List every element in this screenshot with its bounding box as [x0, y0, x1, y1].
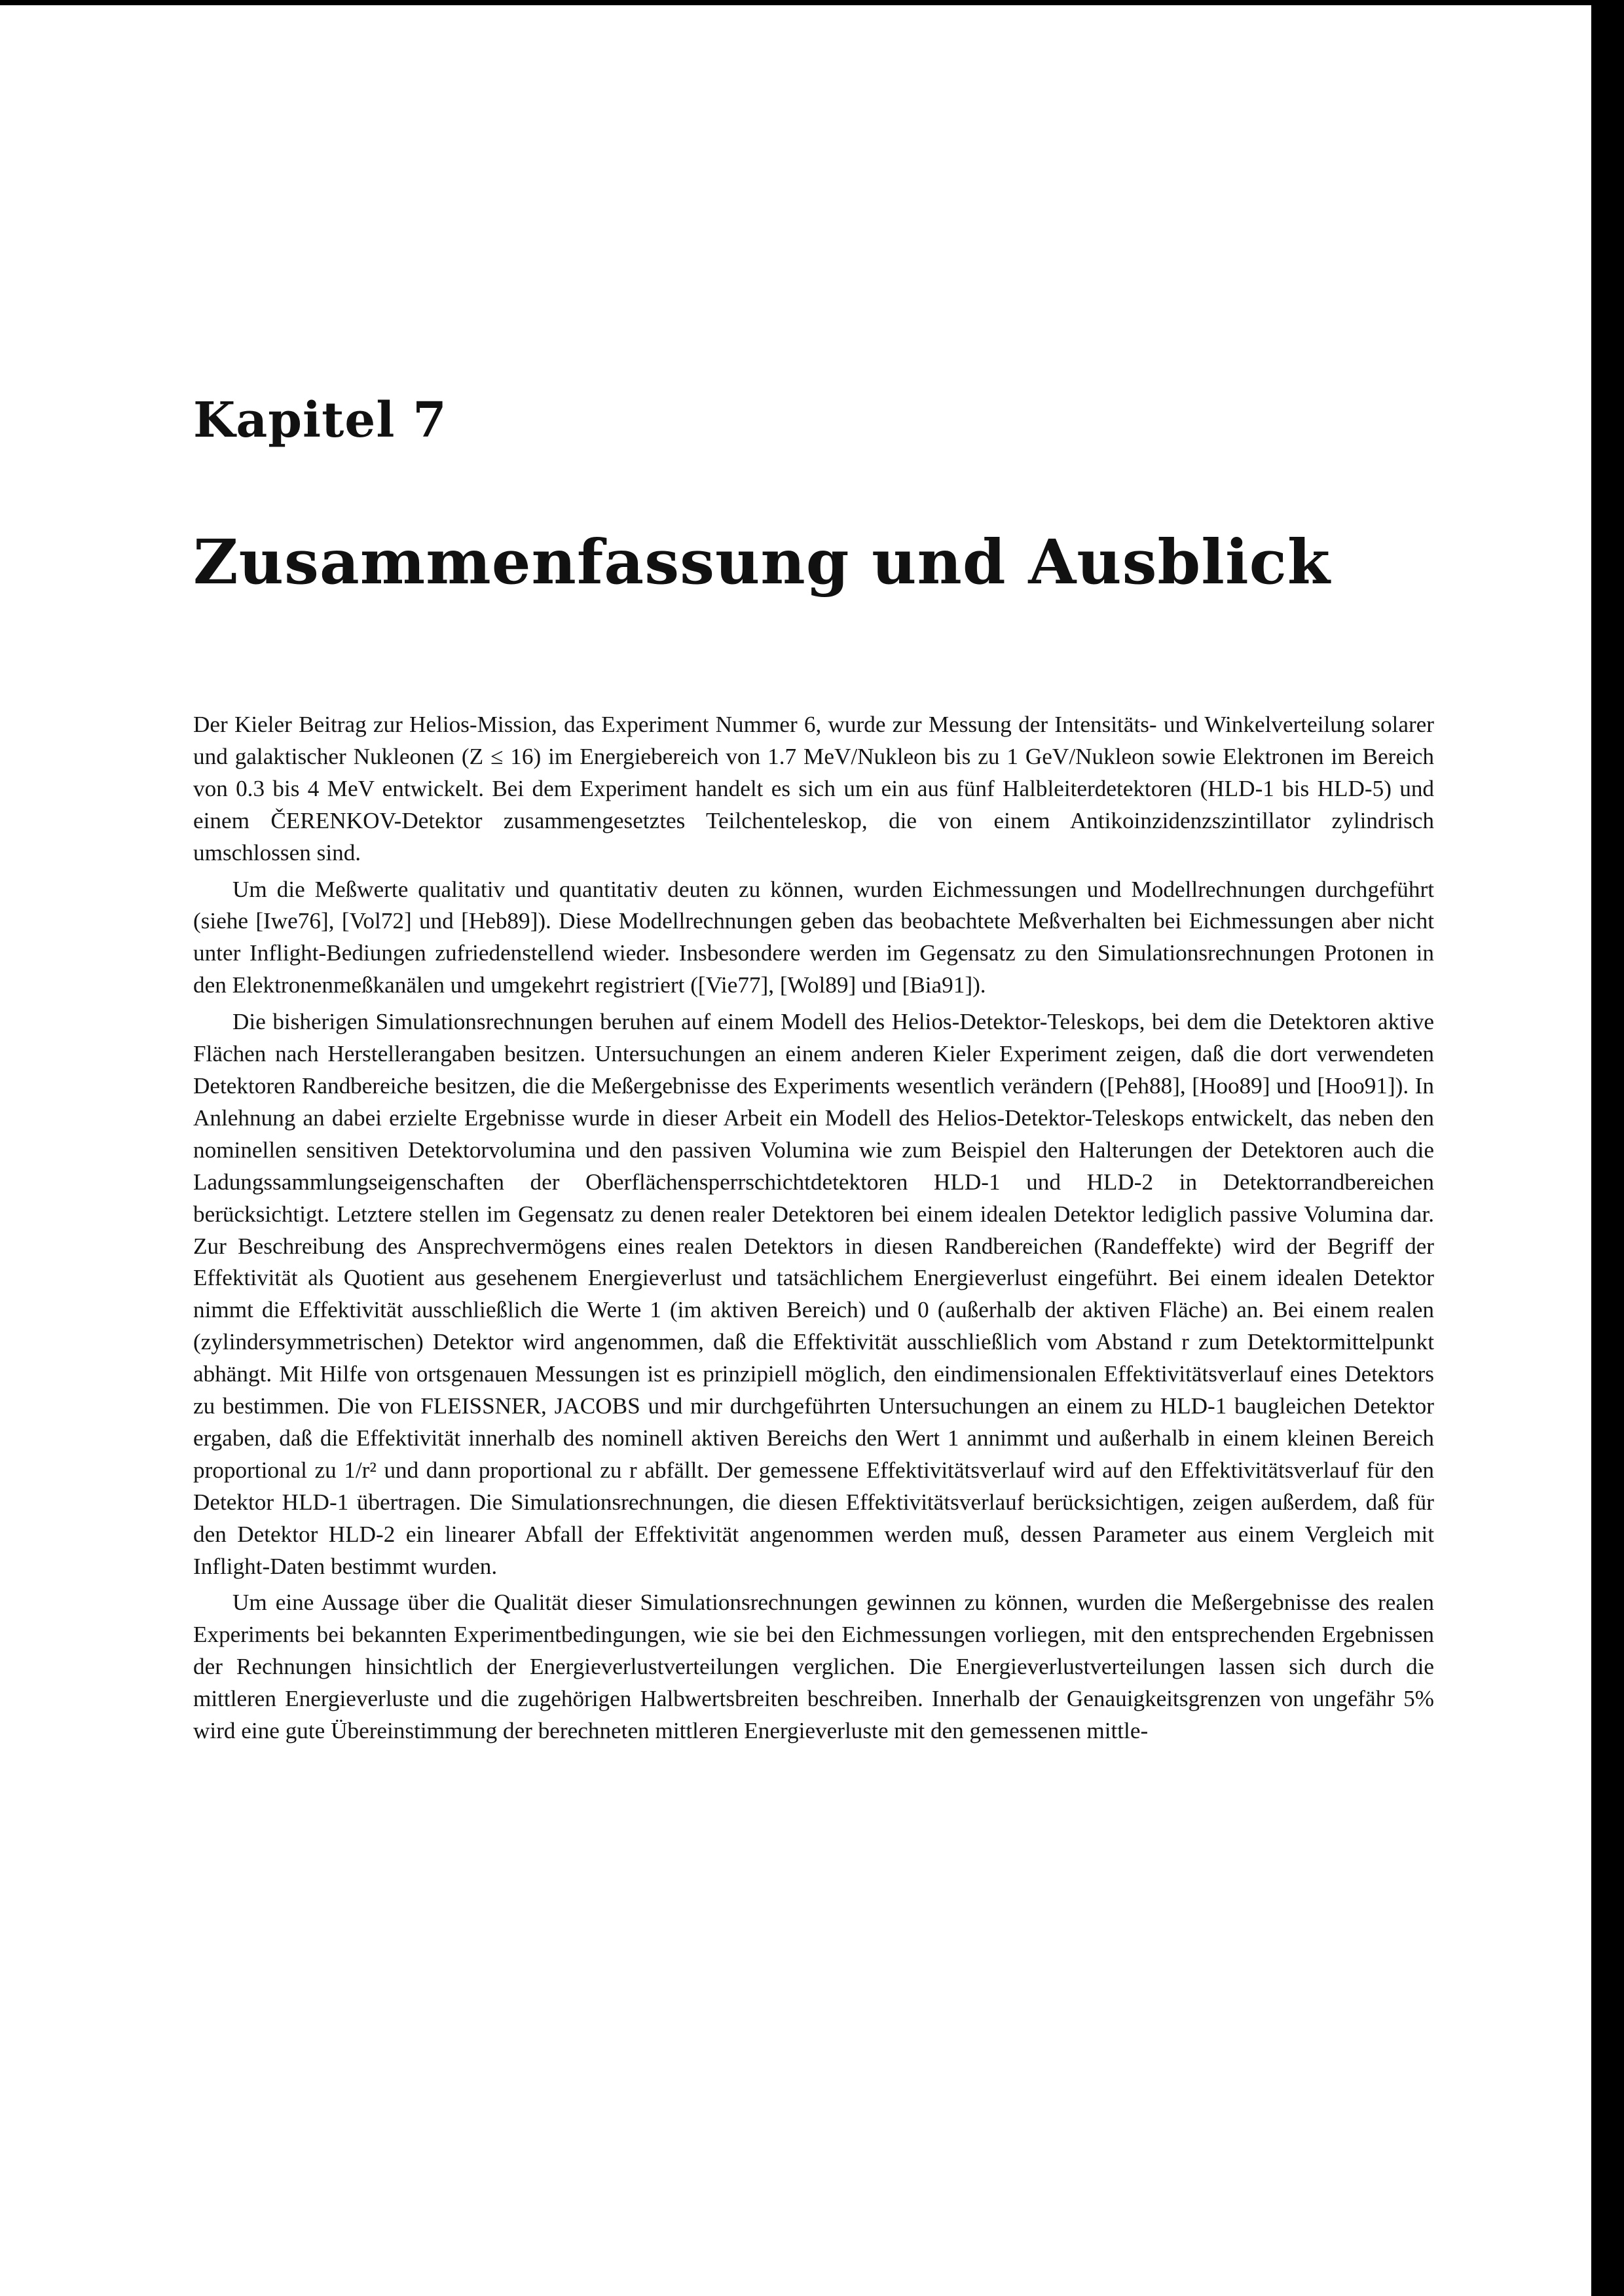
paragraph: Der Kieler Beitrag zur Helios-Mission, das Experiment Nummer 6, wurde zur Messung der Intensitäts- und Winkelverteilung solarer und galaktischer Nukleonen (Z ≤ 16) im Energiebereich von 1.7 MeV/Nukleon bis zu 1 GeV/Nukleon sowie Elektronen im Bereich von 0.3 bis 4 MeV entwickelt. Bei dem Experiment handelt es sich um ein aus fünf Halbleiterdetektoren (HLD-1 bis HLD-5) und einem ČERENKOV-Detektor zusammengesetztes Teilchenteleskop, die von einem Antikoinzidenzszintillator zylindrisch umschlossen sind. — [193, 712, 1434, 866]
paragraph: Die bisherigen Simulationsrechnungen beruhen auf einem Modell des Helios-Detektor-Teleskops, bei dem die Detektoren aktive Flächen nach Herstellerangaben besitzen. Untersuchungen an einem anderen Kieler Experiment zeigen, daß die dort verwendeten Detektoren Randbereiche besitzen, die die Meßergebnisse des Experiments wesentlich verändern ([Peh88], [Hoo89] und [Hoo91]). In Anlehnung an dabei erzielte Ergebnisse wurde in dieser Arbeit ein Modell des Helios-Detektor-Teleskops entwickelt, das neben den nominellen sensitiven Detektorvolumina und den passiven Volumina wie zum Beispiel den Halterungen der Detektoren auch die Ladungssammlungseigenschaften der Oberflächensperrschichtdetektoren HLD-1 und HLD-2 in Detektorrandbereichen berücksichtigt. Letztere stellen im Gegensatz zu denen realer Detektoren bei einem idealen Detektor lediglich passive Volumina dar. Zur Beschreibung des Ansprechvermögens eines realen Detektors in diesen Randbereichen (Randeffekte) wird der Begriff der Effektivität als Quotient aus gesehenem Energieverlust und tatsächlichem Energieverlust eingeführt. Bei einem idealen Detektor nimmt die Effektivität ausschließlich die Werte 1 (im aktiven Bereich) und 0 (außerhalb der aktiven Fläche) an. Bei einem realen (zylindersymmetrischen) Detektor wird angenommen, daß die Effektivität ausschließlich vom Abstand r zum Detektormittelpunkt abhängt. Mit Hilfe von ortsgenauen Messungen ist es prinzipiell möglich, den eindimensionalen Effektivitätsverlauf eines Detektors zu bestimmen. Die von FLEISSNER, JACOBS und mir durchgeführten Untersuchungen an einem zu HLD-1 baugleichen Detektor ergaben, daß die Effektivität innerhalb des nominell aktiven Bereichs den Wert 1 annimmt und außerhalb in einem kleinen Bereich proportional zu 1/r² und dann proportional zu r abfällt. Der gemessene Effektivitätsverlauf wird auf den Effektivitätsverlauf für den Detektor HLD-1 übertragen. Die Simulationsrechnungen, die diesen Effektivitätsverlauf berücksichtigen, zeigen außerdem, daß für den Detektor HLD-2 ein linearer Abfall der Effektivität angenommen werden muß, dessen Parameter aus einem Vergleich mit Inflight-Daten bestimmt wurden. — [193, 1009, 1434, 1579]
chapter-number: Kapitel 7 — [193, 392, 447, 448]
document-page — [0, 5, 1591, 2296]
paragraph: Um eine Aussage über die Qualität dieser Simulationsrechnungen gewinnen zu können, wurden die Meßergebnisse des realen Experiments bei bekannten Experimentbedingungen, wie sie bei den Eichmessungen vorliegen, mit den entsprechenden Ergebnissen der Rechnungen hinsichtlich der Energieverlustverteilungen verglichen. Die Energieverlustverteilungen lassen sich durch die mittleren Energieverluste und die zugehörigen Halbwertsbreiten beschreiben. Innerhalb der Genauigkeitsgrenzen von ungefähr 5% wird eine gute Übereinstimmung der berechneten mittleren Energieverluste mit den gemessenen mittle- — [193, 1590, 1434, 1744]
paragraph: Um die Meßwerte qualitativ und quantitativ deuten zu können, wurden Eichmessungen und Modellrechnungen durchgeführt (siehe [Iwe76], [Vol72] und [Heb89]). Diese Modellrechnungen geben das beobachtete Meßverhalten bei Eichmessungen aber nicht unter Inflight-Bediungen zufriedenstellend wieder. Insbesondere werden im Gegensatz zu den Simulationsrechnungen Protonen in den Elektronenmeßkanälen und umgekehrt registriert ([Vie77], [Wol89] und [Bia91]). — [193, 876, 1434, 998]
body-text — [193, 709, 1434, 1752]
chapter-title: Zusammenfassung und Ausblick — [193, 526, 1331, 598]
